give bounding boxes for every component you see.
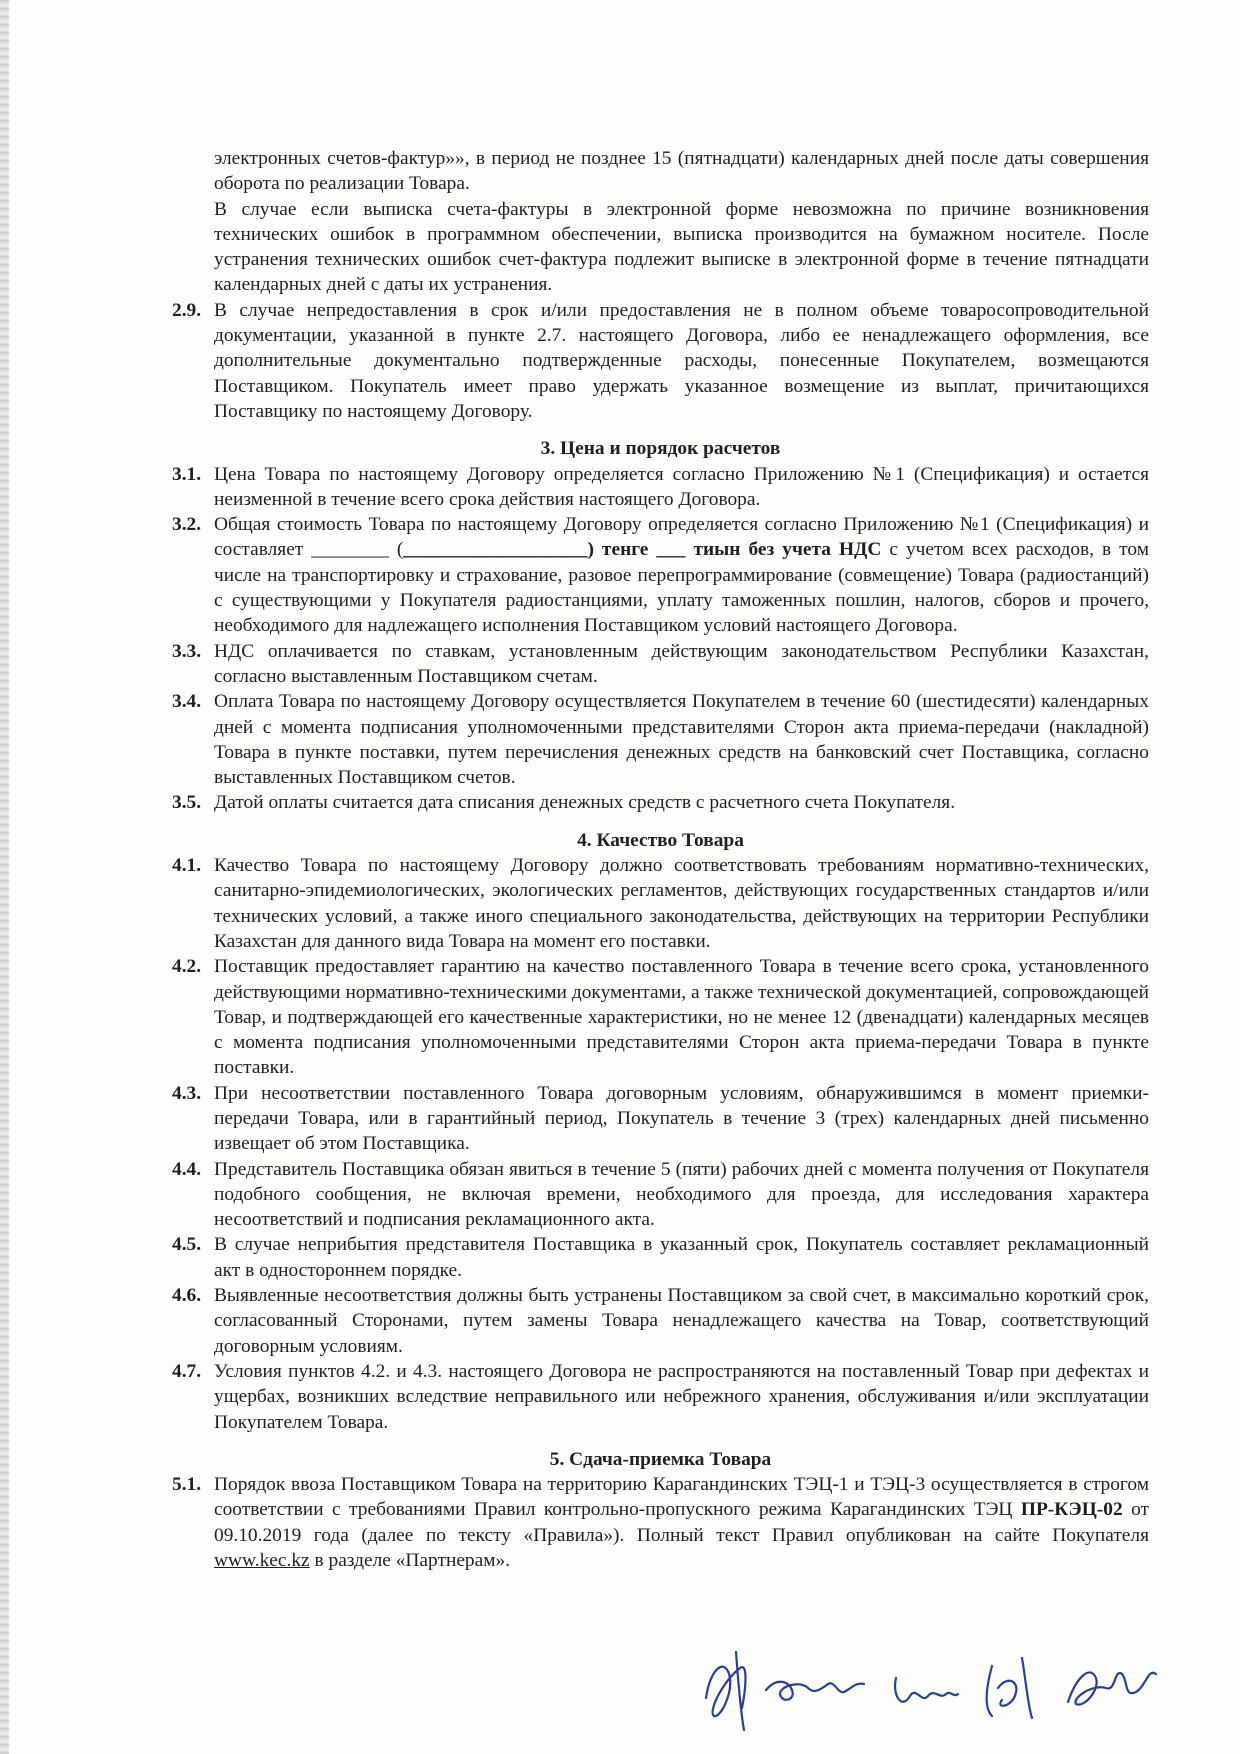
clause-4-6	[172, 1283, 1149, 1359]
clause-text: При несоответствии поставленного Товара договорным условиям, обнаружившимся в момент приемки-передачи Товара, или в гарантийный период, Покупатель в течение 3 (трех) календарных дней письменно извещает об этом Поставщика.	[214, 1082, 1149, 1155]
clause-3-5	[172, 790, 1149, 815]
clause-5-1	[172, 1472, 1149, 1573]
clause-text: В случае непредоставления в срок и/или предоставления не в полном объеме товаросопроводительной документации, указанной в пункте 2.7. настоящего Договора, либо ее ненадлежащего оформления, все дополнительные документально подтвержденные расходы, понесенные Покупателем, возмещаются Поставщиком. Покупатель имеет право удержать указанное возмещение из выплат, причитающихся Поставщику по настоящему Договору.	[214, 299, 1149, 422]
clause-number: 4.3.	[172, 1082, 202, 1104]
section-5-title: 5. Сдача-приемка Товара	[549, 1448, 772, 1470]
clause-3-3	[172, 639, 1149, 690]
clause-text-part-b: от 09.10.2019 года (далее по тексту «Правила»). Полный текст Правил опубликован на сайте Покупателя	[214, 1499, 1149, 1546]
clause-text-part-a: Порядок ввоза Поставщиком Товара на территорию Карагандинских ТЭЦ-1 и ТЭЦ-3 осуществляется в строгом соответствии с требованиями Правил контрольно-пропускного режима Карагандинских ТЭЦ	[214, 1474, 1149, 1521]
clause-number: 4.5.	[172, 1234, 202, 1256]
clause-text: Цена Товара по настоящему Договору определяется согласно Приложению №1 (Спецификация) и остается неизменной в течение всего срока действия настоящего Договора.	[214, 463, 1149, 510]
clause-3-4	[172, 689, 1149, 790]
signature-5	[1068, 1672, 1156, 1704]
handwritten-signatures	[696, 1638, 1166, 1734]
signature-4	[987, 1658, 1032, 1718]
clause-text-part-c: в разделе «Партнерам».	[309, 1550, 511, 1572]
price-blank-bold: ___________________) тенге ___ тиын без учета НДС	[403, 539, 882, 561]
intro-paragraph-2: В случае если выписка счета-фактуры в электронной форме невозможна по причине возникновения технических ошибок в программном обеспечении, выписка производится на бумажном носителе. После устранения технических ошибок счет-фактура подлежит выписке в электронной форме в течение пятнадцати календарных дней с даты их устранения.	[214, 198, 1149, 296]
signature-3	[895, 1678, 958, 1702]
clause-4-3	[172, 1081, 1149, 1157]
clause-number: 4.2.	[172, 956, 202, 978]
clause-text: Выявленные несоответствия должны быть устранены Поставщиком за свой счет, в максимально короткий срок, согласованный Сторонами, путем замены Товара ненадлежащего качества на Товар, соответствующий договорным условиям.	[214, 1285, 1149, 1357]
clause-number: 4.1.	[172, 855, 202, 877]
clause-text: Поставщик предоставляет гарантию на качество поставленного Товара в течение всего срока, установленного действующими нормативно-техническими документами, а также технической документацией, сопровождающей Товар, и подтверждающей его качественные характеристики, но не менее 12 (двенадцати) календарных месяцев с момента подписания уполномоченными представителями Сторон акта приема-передачи Товара в пункте поставки.	[214, 956, 1149, 1079]
clause-number: 3.1.	[172, 463, 202, 485]
clause-3-2	[172, 512, 1149, 638]
clause-number: 4.7.	[172, 1360, 202, 1382]
clause-3-1	[172, 462, 1149, 513]
clause-text: В случае неприбытия представителя Поставщика в указанный срок, Покупатель составляет рекламационный акт в одностороннем порядке.	[214, 1234, 1149, 1281]
clause-number: 4.4.	[172, 1158, 202, 1180]
section-4-title: 4. Качество Товара	[577, 829, 744, 851]
clause-4-5	[172, 1232, 1149, 1283]
clause-number: 3.5.	[172, 792, 202, 814]
clause-text: Датой оплаты считается дата списания денежных средств с расчетного счета Покупателя.	[214, 792, 956, 814]
clause-4-7	[172, 1359, 1149, 1435]
section-3-title: 3. Цена и порядок расчетов	[540, 438, 781, 460]
clause-2-9	[172, 298, 1149, 424]
clause-text: Условия пунктов 4.2. и 4.3. настоящего Договора не распространяются на поставленный Товар при дефектах и ущербах, возникших вследствие неправильного или небрежного хранения, обслуживания и/или эксплуатации Покупателем Товара.	[214, 1360, 1149, 1433]
intro-paragraph-1: электронных счетов-фактур»», в период не позднее 15 (пятнадцати) календарных дней после даты совершения оборота по реализации Товара.	[214, 148, 1149, 195]
website-link[interactable]: www.kec.kz	[214, 1550, 310, 1572]
clause-text: Качество Товара по настоящему Договору должно соответствовать требованиям нормативно-технических, санитарно-эпидемиологических, экологических регламентов, действующих государственных стандартов и/или технических условий, а также иного специального законодательства, действующих на территории Республики Казахстан для данного вида Товара на момент его поставки.	[214, 855, 1149, 952]
clause-text: Оплата Товара по настоящему Договору осуществляется Покупателем в течение 60 (шестидесяти) календарных дней с момента подписания уполномоченными представителями Сторон акта приема-передачи (накладной) Товара в пункте поставки, путем перечисления денежных средств на банковский счет Поставщика, согласно выставленных Поставщиком счетов.	[214, 691, 1149, 789]
signature-1	[706, 1652, 746, 1730]
rules-code-bold: ПР-КЭЦ-02	[1020, 1499, 1123, 1521]
signatures-drawing	[696, 1638, 1166, 1734]
document-body	[172, 146, 1149, 1573]
clause-text-part-a: Общая стоимость Товара по настоящему Договору определяется согласно Приложению №1 (Спецификация) и составляет ________ (	[214, 514, 1149, 561]
clause-number: 2.9.	[172, 299, 202, 321]
clause-text: НДС оплачивается по ставкам, установленным действующим законодательством Республики Казахстан, согласно выставленным Поставщиком счетам.	[214, 640, 1149, 687]
clause-4-4	[172, 1157, 1149, 1233]
clause-number: 3.2.	[172, 514, 202, 536]
clause-number: 3.4.	[172, 691, 202, 713]
scan-edge	[0, 0, 9, 1754]
clause-text-part-b: с учетом всех расходов, в том числе на транспортировку и страхование, разовое перепрограммирование (совмещение) Товара (радиостанций) с существующими у Покупателя радиостанциями, уплату таможенных пошлин, налогов, сборов и прочего, необходимого для надлежащего исполнения Поставщиком условий настоящего Договора.	[214, 539, 1149, 637]
clause-text: Представитель Поставщика обязан явиться в течение 5 (пяти) рабочих дней с момента получения от Покупателя подобного сообщения, не включая времени, необходимого для проезда, для исследования характера несоответствий и подписания рекламационного акта.	[214, 1158, 1149, 1231]
clause-number: 5.1.	[172, 1474, 202, 1496]
signature-2	[766, 1682, 864, 1700]
clause-number: 4.6.	[172, 1285, 202, 1307]
clause-4-2	[172, 954, 1149, 1080]
clause-number: 3.3.	[172, 640, 202, 662]
clause-4-1	[172, 853, 1149, 954]
